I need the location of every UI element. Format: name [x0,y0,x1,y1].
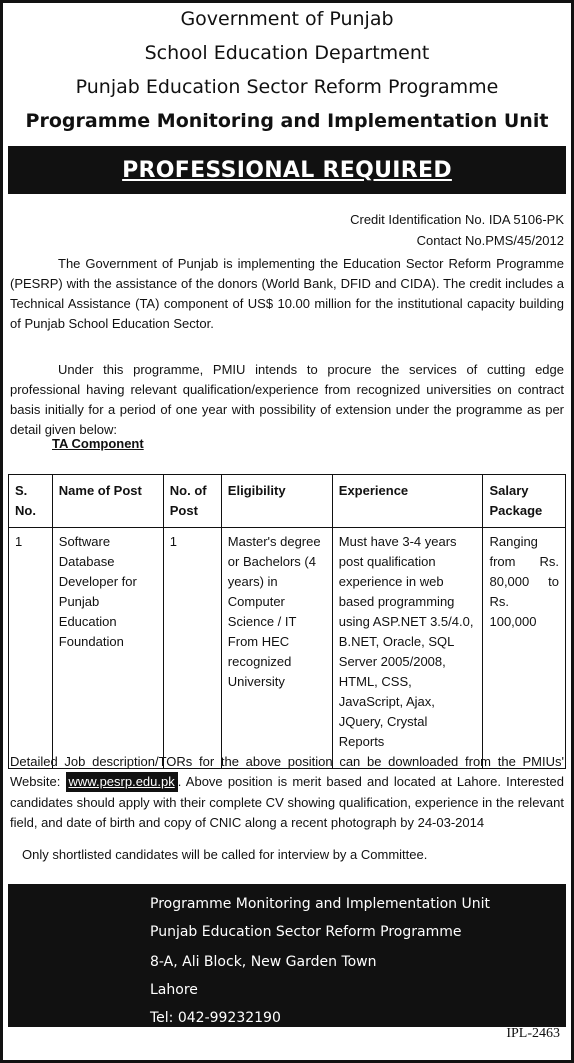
banner-title: PROFESSIONAL REQUIRED [122,157,452,183]
title-banner [8,146,566,194]
col-experience: Experience [332,475,483,528]
programme-paragraph [10,360,564,440]
cell-post-count: 1 [163,528,221,769]
credit-identification: Credit Identification No. IDA 5106-PK [350,212,564,227]
header-programme: Punjab Education Sector Reform Programme [75,76,499,98]
footer-programme: Punjab Education Sector Reform Programme [150,924,462,940]
footer-phone: Tel: 042-99232190 [150,1010,281,1026]
cell-sno: 1 [9,528,53,769]
col-salary: Salary Package [483,475,566,528]
cell-post-name: Software Database Developer for Punjab Education Foundation [52,528,163,769]
footer-city: Lahore [150,982,198,998]
application-text-before: Detailed Job description/TORs for the above position can be downloaded from the PMIUs' Website: [10,754,564,789]
cell-salary: Ranging from Rs. 80,000 to Rs. 100,000 [483,528,566,769]
table-header-row [9,475,566,528]
footer-unit: Programme Monitoring and Implementation Unit [150,896,490,912]
intro-text: The Government of Punjab is implementing the Education Sector Reform Programme (PESRP) with the assistance of the donors (World Bank, DFID and CIDA). The credit includes a Technical Assistance (TA) component of US$ 10.00 million for the institutional capacity building of Punjab School Education Sector. [10,256,564,331]
application-paragraph [10,752,564,833]
contact-footer [8,884,566,1027]
col-eligibility: Eligibility [221,475,332,528]
footer-address: 8-A, Ali Block, New Garden Town [150,954,377,970]
header-government: Government of Punjab [180,8,394,30]
ad-code: IPL-2463 [506,1026,560,1041]
col-post-count: No. of Post [163,475,221,528]
programme-text: Under this programme, PMIU intends to procure the services of cutting edge professional having relevant qualification/experience from recognized universities on contract basis initially for a period of one year with possibility of extension under the programme as per detail given below: [10,362,564,437]
col-sno: S. No. [9,475,53,528]
positions-table [8,474,566,769]
header-department: School Education Department [144,42,430,64]
ta-component-heading: TA Component [52,436,144,451]
website-link[interactable]: www.pesrp.edu.pk [66,772,178,793]
contact-number: Contact No.PMS/45/2012 [416,233,564,248]
header-unit: Programme Monitoring and Implementation Unit [25,110,549,132]
col-post-name: Name of Post [52,475,163,528]
cell-eligibility: Master's degree or Bachelors (4 years) in Computer Science / IT From HEC recognized University [221,528,332,769]
cell-experience: Must have 3-4 years post qualification experience in web based programming using ASP.NET 3.5/4.0, B.NET, Oracle, SQL Server 2005/2008, HTML, CSS, JavaScript, Ajax, JQuery, Crystal Reports [332,528,483,769]
shortlist-note: Only shortlisted candidates will be called for interview by a Committee. [22,847,428,862]
application-text-after: . Above position is merit based and located at Lahore. Interested candidates should apply with their complete CV showing qualification, experience in the relevant field, and date of birth and copy of CNIC along a recent photograph by 24-03-2014 [10,774,564,830]
intro-paragraph [10,254,564,334]
table-row [9,528,566,769]
